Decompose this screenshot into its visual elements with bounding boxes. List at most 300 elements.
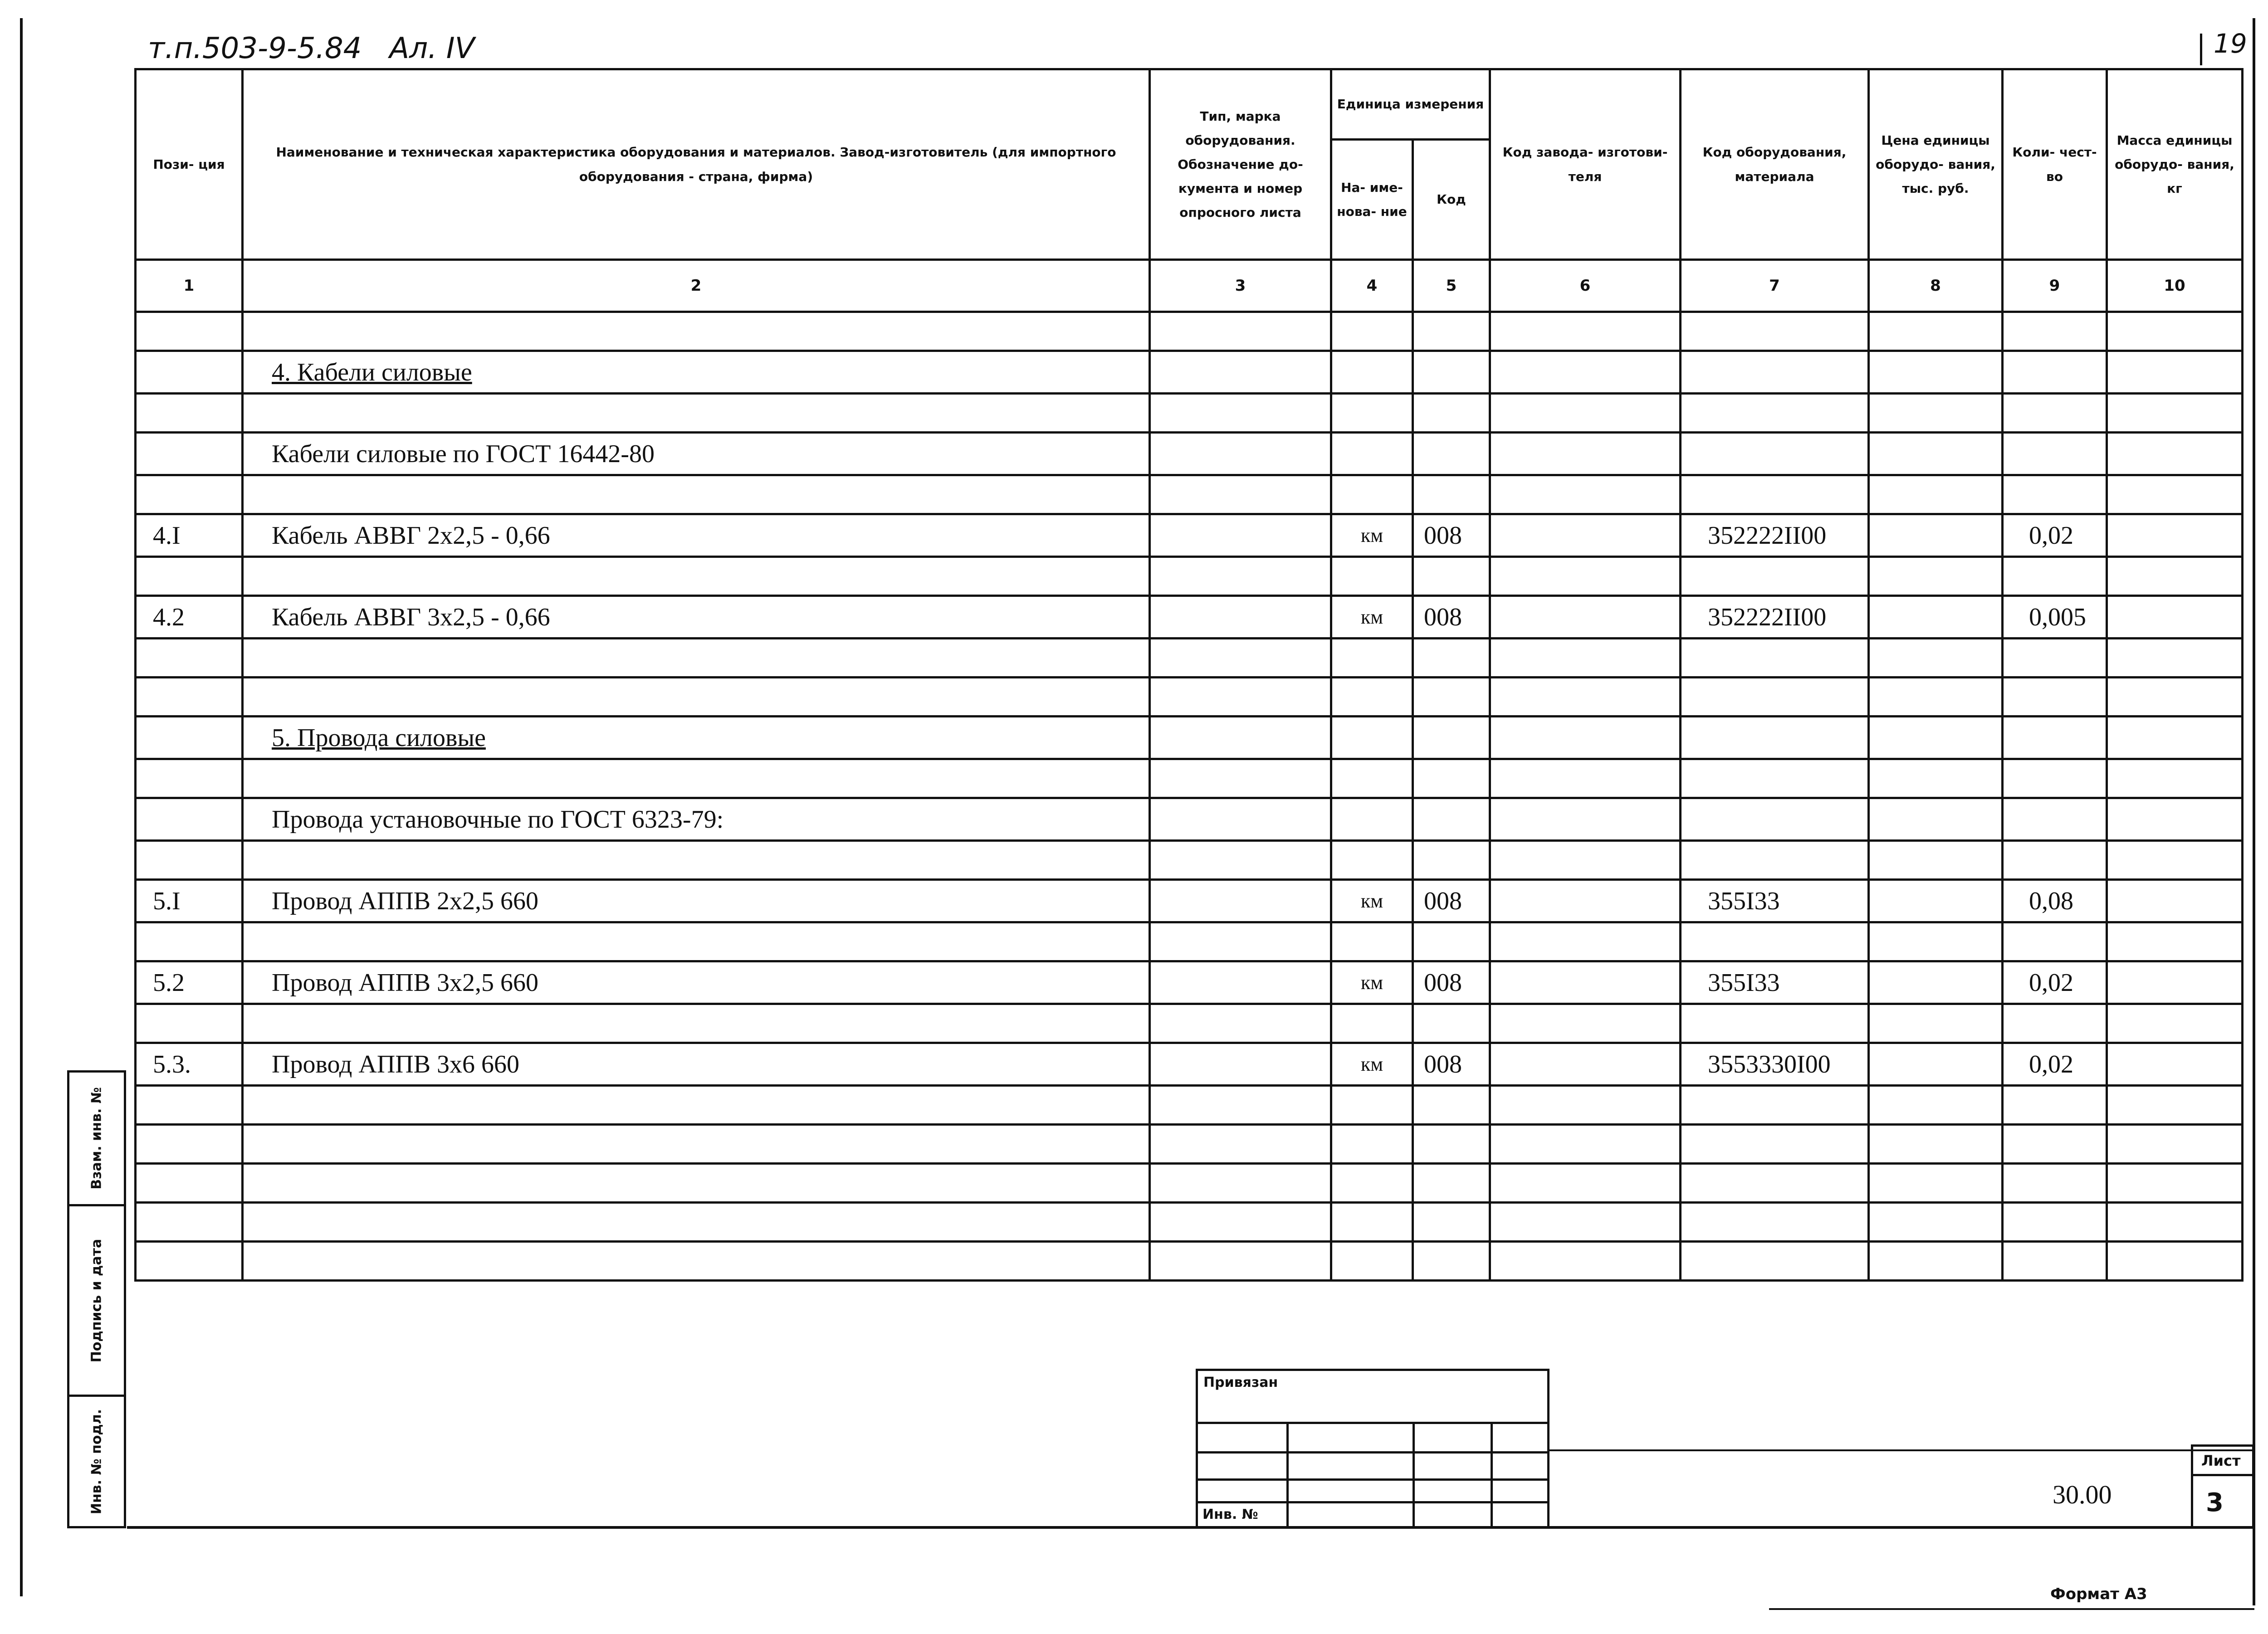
type-cell (1150, 1004, 1331, 1043)
price-cell (1869, 841, 2003, 880)
item-name-cell (243, 678, 1150, 717)
item-name-cell (243, 557, 1150, 596)
mass-cell (2107, 678, 2243, 717)
price-cell (1869, 557, 2003, 596)
type-cell (1150, 1043, 1331, 1086)
position-cell: 5.3. (136, 1043, 243, 1086)
mass-cell (2107, 1004, 2243, 1043)
unit-name-cell (1331, 475, 1413, 514)
item-name-cell (243, 394, 1150, 433)
quantity-cell (2003, 557, 2107, 596)
position-cell (136, 798, 243, 841)
maker-code-cell (1490, 1203, 1681, 1242)
maker-code-cell (1490, 596, 1681, 639)
stamp-grid-line (1198, 1451, 1549, 1454)
side-stamp-label: Взам. инв. № (88, 1087, 105, 1190)
position-cell (136, 1086, 243, 1125)
equipment-code-cell: 355I33 (1681, 961, 1869, 1004)
position-cell (136, 1125, 243, 1164)
position-cell (136, 1203, 243, 1242)
quantity-cell (2003, 1164, 2107, 1203)
side-stamp-replaced-inv (67, 1070, 126, 1206)
type-cell (1150, 759, 1331, 798)
column-header-unit-code: Код (1413, 140, 1490, 260)
unit-name-cell (1331, 1004, 1413, 1043)
mass-cell (2107, 475, 2243, 514)
table-row (136, 514, 2243, 557)
mass-cell (2107, 557, 2243, 596)
type-cell (1150, 1086, 1331, 1125)
equipment-code-cell (1681, 678, 1869, 717)
mass-cell (2107, 1203, 2243, 1242)
position-cell: 4.2 (136, 596, 243, 639)
column-header-type: Тип, марка оборудования. Обозначение до- кумента и номер опросного листа (1150, 69, 1331, 260)
column-number: 8 (1869, 260, 2003, 312)
unit-name-cell: км (1331, 596, 1413, 639)
column-number: 5 (1413, 260, 1490, 312)
type-cell (1150, 880, 1331, 922)
table-row (136, 557, 2243, 596)
item-name-cell: Провода установочные по ГОСТ 6323-79: (243, 798, 1150, 841)
stamp-grid-line (1413, 1424, 1415, 1528)
table-row (136, 1086, 2243, 1125)
unit-code-cell (1413, 922, 1490, 961)
type-cell (1150, 596, 1331, 639)
position-cell (136, 351, 243, 394)
unit-code-cell (1413, 639, 1490, 678)
section-heading: 4. Кабели силовые (272, 358, 472, 386)
type-cell (1150, 475, 1331, 514)
type-cell (1150, 351, 1331, 394)
item-name-cell (243, 475, 1150, 514)
quantity-cell (2003, 798, 2107, 841)
item-name-cell (243, 1086, 1150, 1125)
unit-code-cell (1413, 351, 1490, 394)
unit-code-cell: 008 (1413, 880, 1490, 922)
quantity-cell (2003, 639, 2107, 678)
stamp-grid-line (1491, 1424, 1493, 1528)
column-header-mass: Масса единицы оборудо- вания, кг (2107, 69, 2243, 260)
quantity-cell (2003, 433, 2107, 475)
page-number-divider (2200, 34, 2202, 65)
price-cell (1869, 922, 2003, 961)
price-cell (1869, 798, 2003, 841)
table-row (136, 1043, 2243, 1086)
price-cell (1869, 1242, 2003, 1281)
position-cell (136, 557, 243, 596)
price-cell (1869, 514, 2003, 557)
sheet-number-box (2191, 1474, 2254, 1528)
unit-name-cell (1331, 394, 1413, 433)
table-row (136, 841, 2243, 880)
item-name-cell (243, 351, 1150, 394)
price-cell (1869, 312, 2003, 351)
type-cell (1150, 514, 1331, 557)
equipment-code-cell: 352222II00 (1681, 514, 1869, 557)
stamp-grid-line (1286, 1424, 1289, 1528)
item-name-cell: Провод АППВ 3х2,5 660 (243, 961, 1150, 1004)
mass-cell (2107, 1242, 2243, 1281)
price-cell (1869, 1203, 2003, 1242)
column-header-unit-name: На- име- нова- ние (1331, 140, 1413, 260)
maker-code-cell (1490, 433, 1681, 475)
mass-cell (2107, 514, 2243, 557)
mass-cell (2107, 759, 2243, 798)
unit-name-cell (1331, 433, 1413, 475)
table-row (136, 312, 2243, 351)
table-row (136, 961, 2243, 1004)
equipment-code-cell (1681, 759, 1869, 798)
maker-code-cell (1490, 312, 1681, 351)
position-cell (136, 394, 243, 433)
column-number: 1 (136, 260, 243, 312)
quantity-cell: 0,02 (2003, 1043, 2107, 1086)
maker-code-cell (1490, 475, 1681, 514)
column-number: 7 (1681, 260, 1869, 312)
column-number: 4 (1331, 260, 1413, 312)
quantity-cell (2003, 475, 2107, 514)
document-code: 30.00 (2053, 1480, 2112, 1509)
unit-code-cell (1413, 557, 1490, 596)
price-cell (1869, 1004, 2003, 1043)
quantity-cell (2003, 1242, 2107, 1281)
table-row (136, 475, 2243, 514)
price-cell (1869, 394, 2003, 433)
quantity-cell (2003, 1125, 2107, 1164)
unit-name-cell: км (1331, 961, 1413, 1004)
equipment-code-cell (1681, 312, 1869, 351)
mass-cell (2107, 394, 2243, 433)
item-name-cell (243, 312, 1150, 351)
unit-code-cell (1413, 1203, 1490, 1242)
mass-cell (2107, 1125, 2243, 1164)
unit-code-cell: 008 (1413, 514, 1490, 557)
equipment-code-cell (1681, 351, 1869, 394)
unit-code-cell: 008 (1413, 596, 1490, 639)
table-row (136, 433, 2243, 475)
mass-cell (2107, 961, 2243, 1004)
unit-name-cell (1331, 678, 1413, 717)
table-row (136, 1242, 2243, 1281)
paper-format: Формат А3 (2050, 1585, 2147, 1603)
equipment-code-cell (1681, 1203, 1869, 1242)
type-cell (1150, 557, 1331, 596)
frame-right-line (2253, 18, 2255, 1605)
item-name-cell (243, 922, 1150, 961)
price-cell (1869, 1086, 2003, 1125)
unit-name-cell (1331, 312, 1413, 351)
maker-code-cell (1490, 841, 1681, 880)
table-row (136, 759, 2243, 798)
item-name-cell (243, 1242, 1150, 1281)
type-cell (1150, 1125, 1331, 1164)
position-cell (136, 475, 243, 514)
mass-cell (2107, 798, 2243, 841)
specification-table (134, 68, 2244, 1282)
item-name-cell: Кабель АВВГ 2х2,5 - 0,66 (243, 514, 1150, 557)
type-cell (1150, 312, 1331, 351)
unit-code-cell (1413, 1125, 1490, 1164)
position-cell (136, 1004, 243, 1043)
item-name-cell: Кабели силовые по ГОСТ 16442-80 (243, 433, 1150, 475)
column-header-equipment-code: Код оборудования, материала (1681, 69, 1869, 260)
mass-cell (2107, 639, 2243, 678)
price-cell (1869, 1125, 2003, 1164)
price-cell (1869, 961, 2003, 1004)
maker-code-cell (1490, 1004, 1681, 1043)
unit-code-cell (1413, 841, 1490, 880)
price-cell (1869, 475, 2003, 514)
item-name-cell (243, 1004, 1150, 1043)
mass-cell (2107, 433, 2243, 475)
price-cell (1869, 678, 2003, 717)
footer-line (1769, 1608, 2254, 1610)
quantity-cell (2003, 841, 2107, 880)
table-row (136, 639, 2243, 678)
maker-code-cell (1490, 922, 1681, 961)
equipment-code-cell (1681, 394, 1869, 433)
unit-code-cell (1413, 1086, 1490, 1125)
stamp-grid-line (1198, 1501, 1549, 1503)
quantity-cell (2003, 1004, 2107, 1043)
table-row (136, 717, 2243, 759)
table-row (136, 596, 2243, 639)
equipment-code-cell (1681, 717, 1869, 759)
equipment-code-cell (1681, 475, 1869, 514)
unit-name-cell (1331, 1086, 1413, 1125)
price-cell (1869, 880, 2003, 922)
type-cell (1150, 1242, 1331, 1281)
position-cell: 5.2 (136, 961, 243, 1004)
equipment-code-cell: 3553330I00 (1681, 1043, 1869, 1086)
mass-cell (2107, 1086, 2243, 1125)
maker-code-cell (1490, 678, 1681, 717)
equipment-code-cell (1681, 1086, 1869, 1125)
item-name-cell (243, 717, 1150, 759)
column-number: 2 (243, 260, 1150, 312)
item-name-cell (243, 639, 1150, 678)
quantity-cell (2003, 717, 2107, 759)
type-cell (1150, 798, 1331, 841)
unit-code-cell (1413, 759, 1490, 798)
quantity-cell (2003, 1203, 2107, 1242)
price-cell (1869, 351, 2003, 394)
mass-cell (2107, 351, 2243, 394)
equipment-code-cell (1681, 639, 1869, 678)
unit-name-cell: км (1331, 1043, 1413, 1086)
unit-name-cell (1331, 639, 1413, 678)
position-cell (136, 312, 243, 351)
unit-code-cell: 008 (1413, 961, 1490, 1004)
equipment-code-cell (1681, 1004, 1869, 1043)
unit-name-cell: км (1331, 514, 1413, 557)
unit-code-cell (1413, 433, 1490, 475)
column-header-position: Пози- ция (136, 69, 243, 260)
table-row (136, 1004, 2243, 1043)
mass-cell (2107, 841, 2243, 880)
inventory-number-label: Инв. № (1202, 1507, 1258, 1522)
unit-name-cell (1331, 798, 1413, 841)
equipment-code-cell (1681, 557, 1869, 596)
unit-name-cell (1331, 351, 1413, 394)
price-cell (1869, 639, 2003, 678)
type-cell (1150, 639, 1331, 678)
side-stamp-label: Подпись и дата (88, 1239, 105, 1362)
quantity-cell: 0,02 (2003, 514, 2107, 557)
equipment-code-cell (1681, 841, 1869, 880)
item-name-cell (243, 1164, 1150, 1203)
sheet-number: 3 (2206, 1488, 2224, 1517)
mass-cell (2107, 1043, 2243, 1086)
unit-code-cell (1413, 678, 1490, 717)
unit-code-cell (1413, 1164, 1490, 1203)
attached-stamp (1196, 1369, 1549, 1424)
frame-bottom-line (127, 1526, 2254, 1529)
equipment-code-cell: 355I33 (1681, 880, 1869, 922)
item-name-cell (243, 759, 1150, 798)
unit-name-cell (1331, 841, 1413, 880)
unit-name-cell (1331, 759, 1413, 798)
document-reference: т.п.503-9-5.84 Ал. IV (148, 32, 475, 65)
maker-code-cell (1490, 1043, 1681, 1086)
maker-code-cell (1490, 639, 1681, 678)
position-cell (136, 639, 243, 678)
unit-name-cell (1331, 557, 1413, 596)
position-cell (136, 922, 243, 961)
quantity-cell (2003, 922, 2107, 961)
mass-cell (2107, 717, 2243, 759)
column-number: 3 (1150, 260, 1331, 312)
price-cell (1869, 433, 2003, 475)
price-cell (1869, 596, 2003, 639)
table-row (136, 922, 2243, 961)
item-name-cell (243, 841, 1150, 880)
page-number: 19 (2214, 28, 2247, 59)
maker-code-cell (1490, 514, 1681, 557)
maker-code-cell (1490, 1125, 1681, 1164)
album-label: Ал. IV (389, 32, 475, 65)
stamp-grid-line (1198, 1478, 1549, 1481)
quantity-cell (2003, 759, 2107, 798)
equipment-code-cell (1681, 798, 1869, 841)
quantity-cell (2003, 394, 2107, 433)
equipment-code-cell (1681, 1125, 1869, 1164)
unit-code-cell (1413, 312, 1490, 351)
type-cell (1150, 678, 1331, 717)
maker-code-cell (1490, 1242, 1681, 1281)
table-row (136, 880, 2243, 922)
unit-code-cell (1413, 798, 1490, 841)
quantity-cell (2003, 351, 2107, 394)
position-cell (136, 717, 243, 759)
section-heading: 5. Провода силовые (272, 723, 486, 752)
position-cell: 5.I (136, 880, 243, 922)
maker-code-cell (1490, 880, 1681, 922)
stamp-grid (1196, 1422, 1549, 1528)
position-cell (136, 759, 243, 798)
unit-code-cell: 008 (1413, 1043, 1490, 1086)
maker-code-cell (1490, 717, 1681, 759)
maker-code-cell (1490, 557, 1681, 596)
unit-code-cell (1413, 394, 1490, 433)
item-name-cell: Провод АППВ 3х6 660 (243, 1043, 1150, 1086)
sheet-label-box (2191, 1444, 2254, 1476)
table-row (136, 351, 2243, 394)
type-cell (1150, 1164, 1331, 1203)
type-cell (1150, 717, 1331, 759)
stamp-separator-line (1549, 1449, 2253, 1451)
unit-code-cell (1413, 475, 1490, 514)
position-cell: 4.I (136, 514, 243, 557)
equipment-code-cell (1681, 922, 1869, 961)
unit-name-cell (1331, 1203, 1413, 1242)
position-cell (136, 433, 243, 475)
table-row (136, 678, 2243, 717)
type-cell (1150, 841, 1331, 880)
price-cell (1869, 717, 2003, 759)
position-cell (136, 1164, 243, 1203)
position-cell (136, 1242, 243, 1281)
maker-code-cell (1490, 351, 1681, 394)
type-cell (1150, 922, 1331, 961)
unit-name-cell (1331, 922, 1413, 961)
quantity-cell: 0,02 (2003, 961, 2107, 1004)
side-stamp-signature (67, 1204, 126, 1397)
position-cell (136, 678, 243, 717)
quantity-cell: 0,08 (2003, 880, 2107, 922)
price-cell (1869, 759, 2003, 798)
type-cell (1150, 961, 1331, 1004)
side-stamp-original-inv (67, 1395, 126, 1528)
unit-name-cell (1331, 1242, 1413, 1281)
item-name-cell (243, 1125, 1150, 1164)
table-row (136, 1164, 2243, 1203)
unit-name-cell (1331, 1125, 1413, 1164)
column-number: 6 (1490, 260, 1681, 312)
maker-code-cell (1490, 1086, 1681, 1125)
item-name-cell: Кабель АВВГ 3х2,5 - 0,66 (243, 596, 1150, 639)
unit-code-cell (1413, 717, 1490, 759)
mass-cell (2107, 1164, 2243, 1203)
maker-code-cell (1490, 759, 1681, 798)
maker-code-cell (1490, 961, 1681, 1004)
equipment-code-cell (1681, 433, 1869, 475)
table-row (136, 1203, 2243, 1242)
equipment-code-cell (1681, 1164, 1869, 1203)
position-cell (136, 841, 243, 880)
mass-cell (2107, 312, 2243, 351)
quantity-cell (2003, 1086, 2107, 1125)
quantity-cell (2003, 312, 2107, 351)
quantity-cell: 0,005 (2003, 596, 2107, 639)
mass-cell (2107, 596, 2243, 639)
column-header-maker-code: Код завода- изготови- теля (1490, 69, 1681, 260)
unit-name-cell (1331, 1164, 1413, 1203)
unit-code-cell (1413, 1004, 1490, 1043)
column-header-name: Наименование и техническая характеристика оборудования и материалов. Завод-изготовитель (для импортного оборудования - страна, фирма) (243, 69, 1150, 260)
table-row (136, 1125, 2243, 1164)
price-cell (1869, 1164, 2003, 1203)
column-number: 10 (2107, 260, 2243, 312)
maker-code-cell (1490, 394, 1681, 433)
type-cell (1150, 433, 1331, 475)
item-name-cell: Провод АППВ 2х2,5 660 (243, 880, 1150, 922)
unit-code-cell (1413, 1242, 1490, 1281)
mass-cell (2107, 922, 2243, 961)
equipment-code-cell (1681, 1242, 1869, 1281)
mass-cell (2107, 880, 2243, 922)
maker-code-cell (1490, 1164, 1681, 1203)
